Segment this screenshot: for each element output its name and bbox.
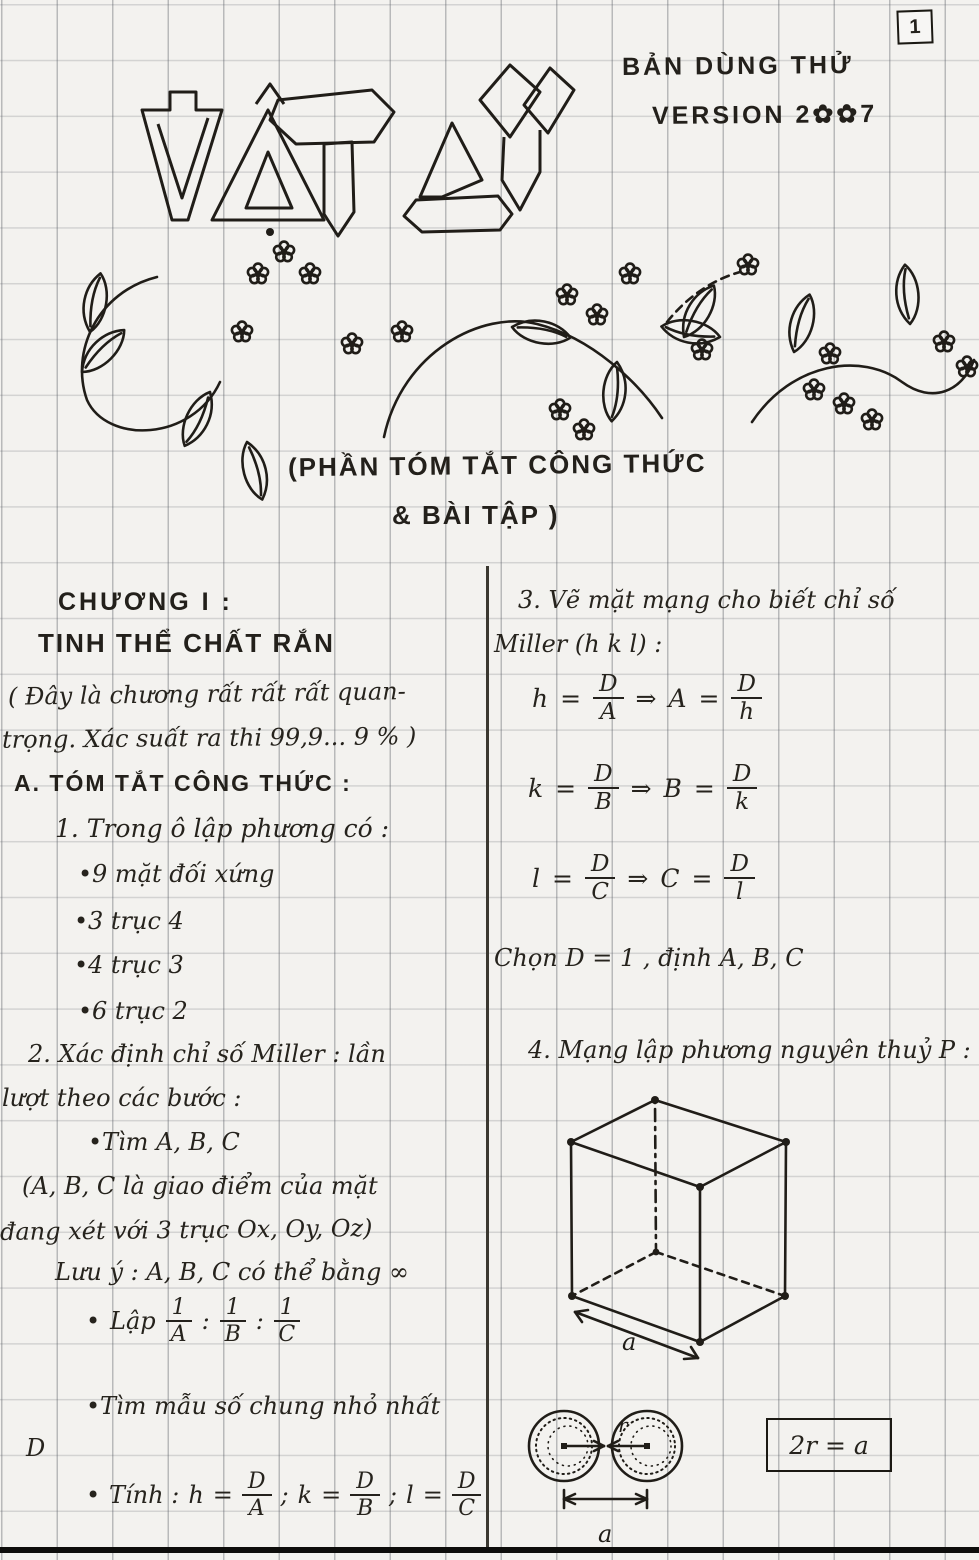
equals-sign: = — [691, 863, 713, 893]
miller-step1: Tìm A, B, C — [102, 1128, 240, 1156]
item3-heading-line2: Miller (h k l) : — [494, 630, 663, 658]
bullet-dot: • — [86, 1481, 101, 1510]
item4-heading: 4. Mạng lập phương nguyên thuỷ P : — [528, 1036, 971, 1064]
common-denominator-line2: D — [26, 1434, 46, 1462]
result-box — [766, 1418, 892, 1472]
fraction-D-over-C: $\frac{D}{C}$ — [585, 852, 615, 904]
implies-arrow: ⇒ — [627, 863, 649, 893]
item1-bullet-1: 9 mặt đối xứng — [92, 860, 275, 888]
luu-y-note: Lưu ý : A, B, C có thể bằng ∞ — [55, 1258, 409, 1286]
bullet-dot: • — [86, 1392, 101, 1420]
sphere-distance-label: a — [598, 1520, 613, 1548]
subtitle-line1: (PHẦN TÓM TẮT CÔNG THỨC — [287, 447, 707, 483]
implies-arrow: ⇒ — [630, 773, 652, 803]
var-k: k — [528, 773, 544, 803]
common-denominator-line1: Tìm mẫu số chung nhỏ nhất — [100, 1392, 441, 1420]
chon-d-line: Chọn D = 1 , định A, B, C — [494, 944, 804, 972]
item1-bullet-3: 4 trục 3 — [88, 951, 184, 979]
lap-label: Lập — [110, 1307, 156, 1336]
fraction-1-over-C: 1 C — [274, 1296, 300, 1346]
equals-sign: = — [560, 683, 582, 713]
importance-note-line2: trọng. Xác suất ra thi 99,9... 9 % ) — [1, 722, 417, 754]
cubic-cell-figure — [552, 1082, 808, 1378]
subtitle-line2: & BÀI TẬP ) — [392, 500, 560, 530]
page-number-badge — [896, 9, 933, 44]
item1-bullet-4: 6 trục 2 — [92, 997, 188, 1025]
item1-heading: 1. Trong ô lập phương có : — [55, 814, 390, 843]
importance-note-line1: ( Đây là chương rất rất rất quan- — [7, 677, 406, 711]
semicolon-separator: ; — [280, 1481, 289, 1510]
var-l: l — [532, 863, 540, 893]
chapter-title: TINH THỂ CHẤT RẮN — [38, 628, 335, 658]
var-C: C — [660, 863, 680, 893]
tinh-formula-line — [86, 1470, 481, 1520]
list-item — [78, 997, 188, 1025]
trial-note-line2: VERSION 2✿✿7 — [651, 100, 878, 130]
bullet-dot: • — [74, 951, 89, 979]
chapter-heading: CHƯƠNG I : — [58, 588, 233, 616]
cube-edge-length-label: a — [622, 1328, 637, 1356]
miller-formula-l — [532, 852, 755, 904]
trial-note-line1: BẢN DÙNG THỬ — [621, 50, 854, 82]
equals-sign: = — [422, 1481, 443, 1510]
fraction-D-over-k: $\frac{D}{k}$ — [727, 762, 757, 814]
tinh-label: Tính : — [109, 1481, 180, 1510]
list-item — [74, 907, 184, 935]
abc-paren-line2: đang xét với 3 trục Ox, Oy, Oz) — [0, 1214, 373, 1246]
equals-sign: = — [555, 773, 577, 803]
colon-separator: : — [201, 1307, 210, 1336]
result-formula: 2r = a — [789, 1430, 869, 1460]
implies-arrow: ⇒ — [635, 683, 657, 713]
bullet-dot: • — [88, 1128, 103, 1156]
fraction-D-over-A: $\frac{D}{A}$ — [593, 672, 623, 724]
sphere-radius-label: r — [618, 1413, 628, 1437]
fraction-D-over-h: $\frac{D}{h}$ — [731, 672, 761, 724]
section-a-heading: A. TÓM TẮT CÔNG THỨC : — [14, 770, 352, 796]
page-number: 1 — [909, 15, 921, 38]
miller-formula-k — [528, 762, 757, 814]
block-title-art — [112, 60, 672, 255]
item1-bullet-2: 3 trục 4 — [88, 907, 184, 935]
var-k: k — [297, 1481, 313, 1510]
list-item — [74, 951, 184, 979]
var-h: h — [532, 683, 549, 713]
floral-lettering-art — [72, 232, 977, 447]
equals-sign: = — [698, 683, 720, 713]
bullet-dot: • — [86, 1307, 101, 1336]
var-l: l — [406, 1481, 414, 1510]
fraction-1-over-B: 1 B — [220, 1296, 246, 1346]
bullet-dot: • — [78, 997, 93, 1025]
equals-sign: = — [212, 1481, 233, 1510]
item3-heading-line1: 3. Vẽ mặt mạng cho biết chỉ số — [518, 586, 895, 614]
list-item — [86, 1392, 440, 1420]
item2-heading-line2: lượt theo các bước : — [2, 1084, 242, 1112]
fraction-D-over-l: $\frac{D}{l}$ — [724, 852, 754, 904]
list-item — [88, 1128, 240, 1156]
item2-heading-line1: 2. Xác định chỉ số Miller : lần — [28, 1040, 386, 1068]
bullet-dot: • — [74, 907, 89, 935]
fraction-D-over-B: $\frac{D}{B}$ — [350, 1470, 380, 1520]
fraction-D-over-B: $\frac{D}{B}$ — [588, 762, 618, 814]
bottom-rule-line — [0, 1547, 979, 1553]
lap-fraction-line — [86, 1296, 300, 1346]
fraction-D-over-C: $\frac{D}{C}$ — [452, 1470, 482, 1520]
fraction-1-over-A: 1 A — [166, 1296, 192, 1346]
fraction-D-over-A: $\frac{D}{A}$ — [242, 1470, 272, 1520]
bullet-dot: • — [78, 860, 93, 888]
column-divider-line — [486, 566, 489, 1548]
abc-paren-line1: (A, B, C là giao điểm của mặt — [22, 1172, 378, 1200]
equals-sign: = — [693, 773, 715, 803]
colon-separator: : — [255, 1307, 264, 1336]
list-item — [78, 860, 274, 888]
var-h: h — [188, 1481, 204, 1510]
equals-sign: = — [321, 1481, 342, 1510]
var-A: A — [668, 683, 687, 713]
semicolon-separator: ; — [388, 1481, 398, 1510]
equals-sign: = — [552, 863, 573, 893]
touching-spheres-figure — [518, 1392, 743, 1557]
miller-formula-h — [532, 672, 762, 724]
var-B: B — [663, 773, 682, 803]
